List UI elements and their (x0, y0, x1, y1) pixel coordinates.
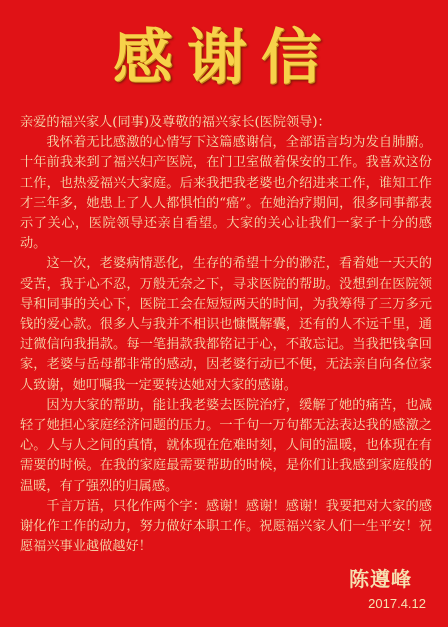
letter-title: 感谢信 (113, 23, 335, 93)
letter-date: 2017.4.12 (368, 596, 426, 611)
letter-body (20, 113, 432, 557)
letter-paragraph-1: 我怀着无比感激的心情写下这篇感谢信，全部语言均为发自肺腑。十年前我来到了福兴妇产医院，在门卫室做着保安的工作。我喜欢这份工作，也热爱福兴大家庭。后来我把我老婆也介绍进来工作，谁知工作才三年多，她患上了人人都惧怕的“癌”。在她治疗期间，很多同事都表示了关心，医院领导还亲自看望。大家的关心让我们一家子十分的感动。 (20, 135, 432, 252)
letter-paragraph-2: 这一次，老婆病情恶化，生存的希望十分的渺茫，看着她一天天的受苦，我于心不忍，万般无奈之下，寻求医院的帮助。没想到在医院领导和同事的关心下，医院工会在短短两天的时间，为我筹得了三万多元钱的爱心款。很多人与我并不相识也慷慨解囊，还有的人不远千里，通过微信向我捐款。每一笔捐款我都铭记于心，不敢忘记。当我把钱拿回家，老婆与岳母都非常的感动，因老婆行动已不便，无法亲自向各位家人致谢，她叮嘱我一定要转达她对大家的感谢。 (20, 256, 432, 393)
letter-signature: 陈遵峰 (349, 567, 412, 591)
letter-paragraph-3: 因为大家的帮助，能让我老婆去医院治疗，缓解了她的痛苦，也减轻了她担心家庭经济问题的压力。一千句一万句都无法表达我的感激之心。人与人之间的真情，就体现在危难时刻，人间的温暖，也体现在有需要的时候。在我的家庭最需要帮助的时候，是你们让我感到家庭般的温暖，有了强烈的归属感。 (20, 397, 432, 494)
letter-greeting: 亲爱的福兴家人(同事)及尊敬的福兴家长(医院领导)： (20, 115, 331, 130)
letter-paragraph-4: 千言万语，只化作两个字：感谢！感谢！感谢！我要把对大家的感谢化作工作的动力，努力做好本职工作。祝愿福兴家人们一生平安！祝愿福兴事业越做越好！ (20, 498, 432, 555)
